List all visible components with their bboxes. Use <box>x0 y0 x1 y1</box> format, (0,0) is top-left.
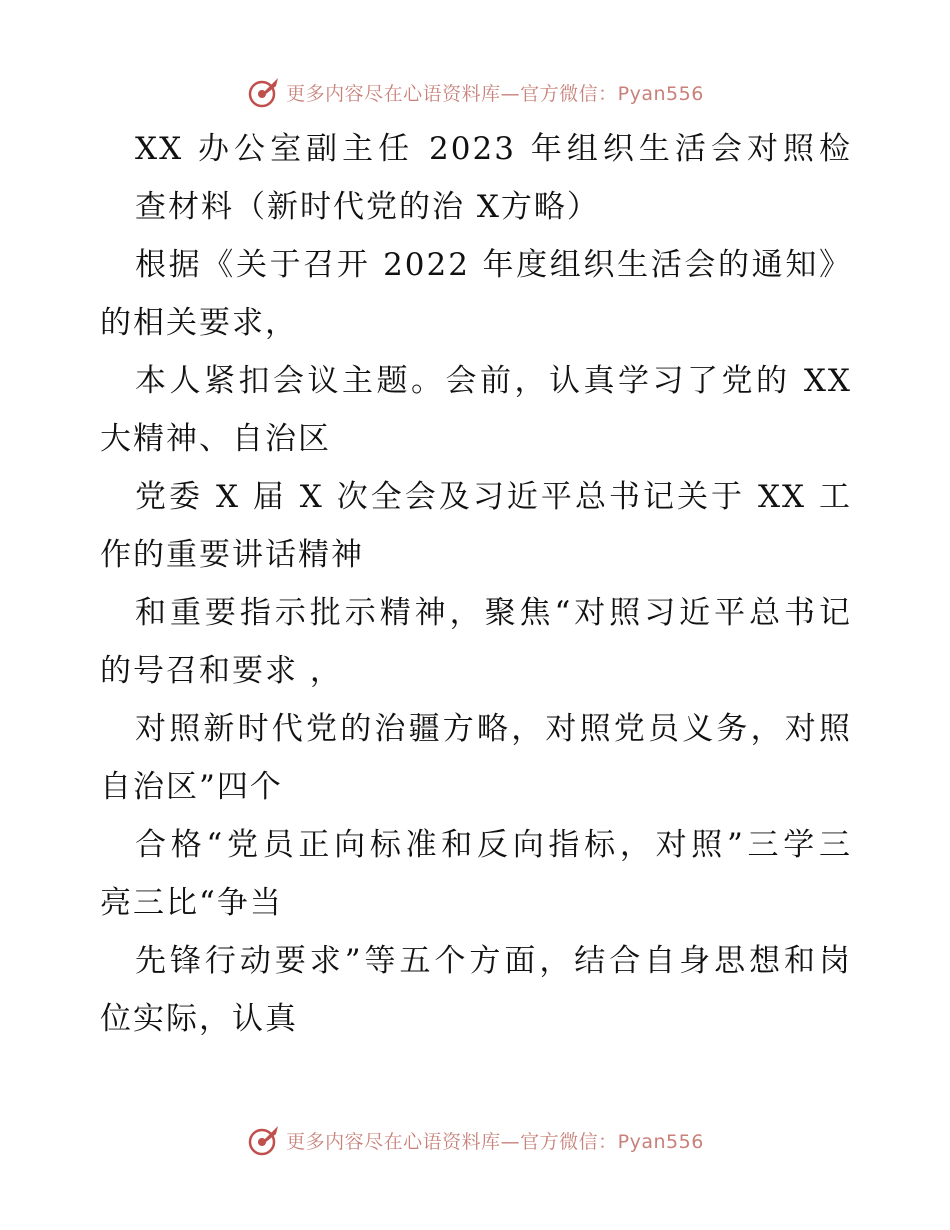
paragraph-line: 先锋行动要求”等五个方面，结合自身思想和岗 <box>135 943 852 979</box>
quill-logo-icon <box>246 1122 282 1158</box>
document-body <box>100 120 852 1048</box>
paragraph-line: 大精神、自治区 <box>100 421 331 457</box>
paragraph-line: 和重要指示批示精神，聚焦“对照习近平总书记 <box>135 595 852 631</box>
paragraph-line: 合格“党员正向标准和反向指标，对照”三学三 <box>135 827 852 863</box>
header-watermark <box>0 72 950 112</box>
footer-watermark <box>0 1120 950 1160</box>
watermark-text: 更多内容尽在心语资料库—官方微信：Pyan556 <box>286 82 704 105</box>
title-line-2: 查材料（新时代党的治 X方略） <box>135 189 600 225</box>
paragraph-line: 亮三比“争当 <box>100 885 283 921</box>
quill-logo-icon <box>246 74 282 110</box>
paragraph-line: 自治区”四个 <box>100 769 283 805</box>
paragraph-line: 位实际，认真 <box>100 1001 298 1037</box>
paragraph-line: 本人紧扣会议主题。会前，认真学习了党的 XX <box>135 363 852 399</box>
paragraph-line: 的相关要求， <box>100 305 298 341</box>
title-line-1: XX 办公室副主任 2023 年组织生活会对照检 <box>135 131 852 167</box>
paragraph-line: 党委 X 届 X 次全会及习近平总书记关于 XX 工 <box>135 479 852 515</box>
paragraph-line: 的号召和要求 ， <box>100 653 343 689</box>
watermark-text: 更多内容尽在心语资料库—官方微信：Pyan556 <box>286 1130 704 1153</box>
paragraph-line: 作的重要讲话精神 <box>100 537 364 573</box>
paragraph-line: 根据《关于召开 2022 年度组织生活会的通知》 <box>135 247 852 283</box>
paragraph-line: 对照新时代党的治疆方略，对照党员义务，对照 <box>135 711 852 747</box>
